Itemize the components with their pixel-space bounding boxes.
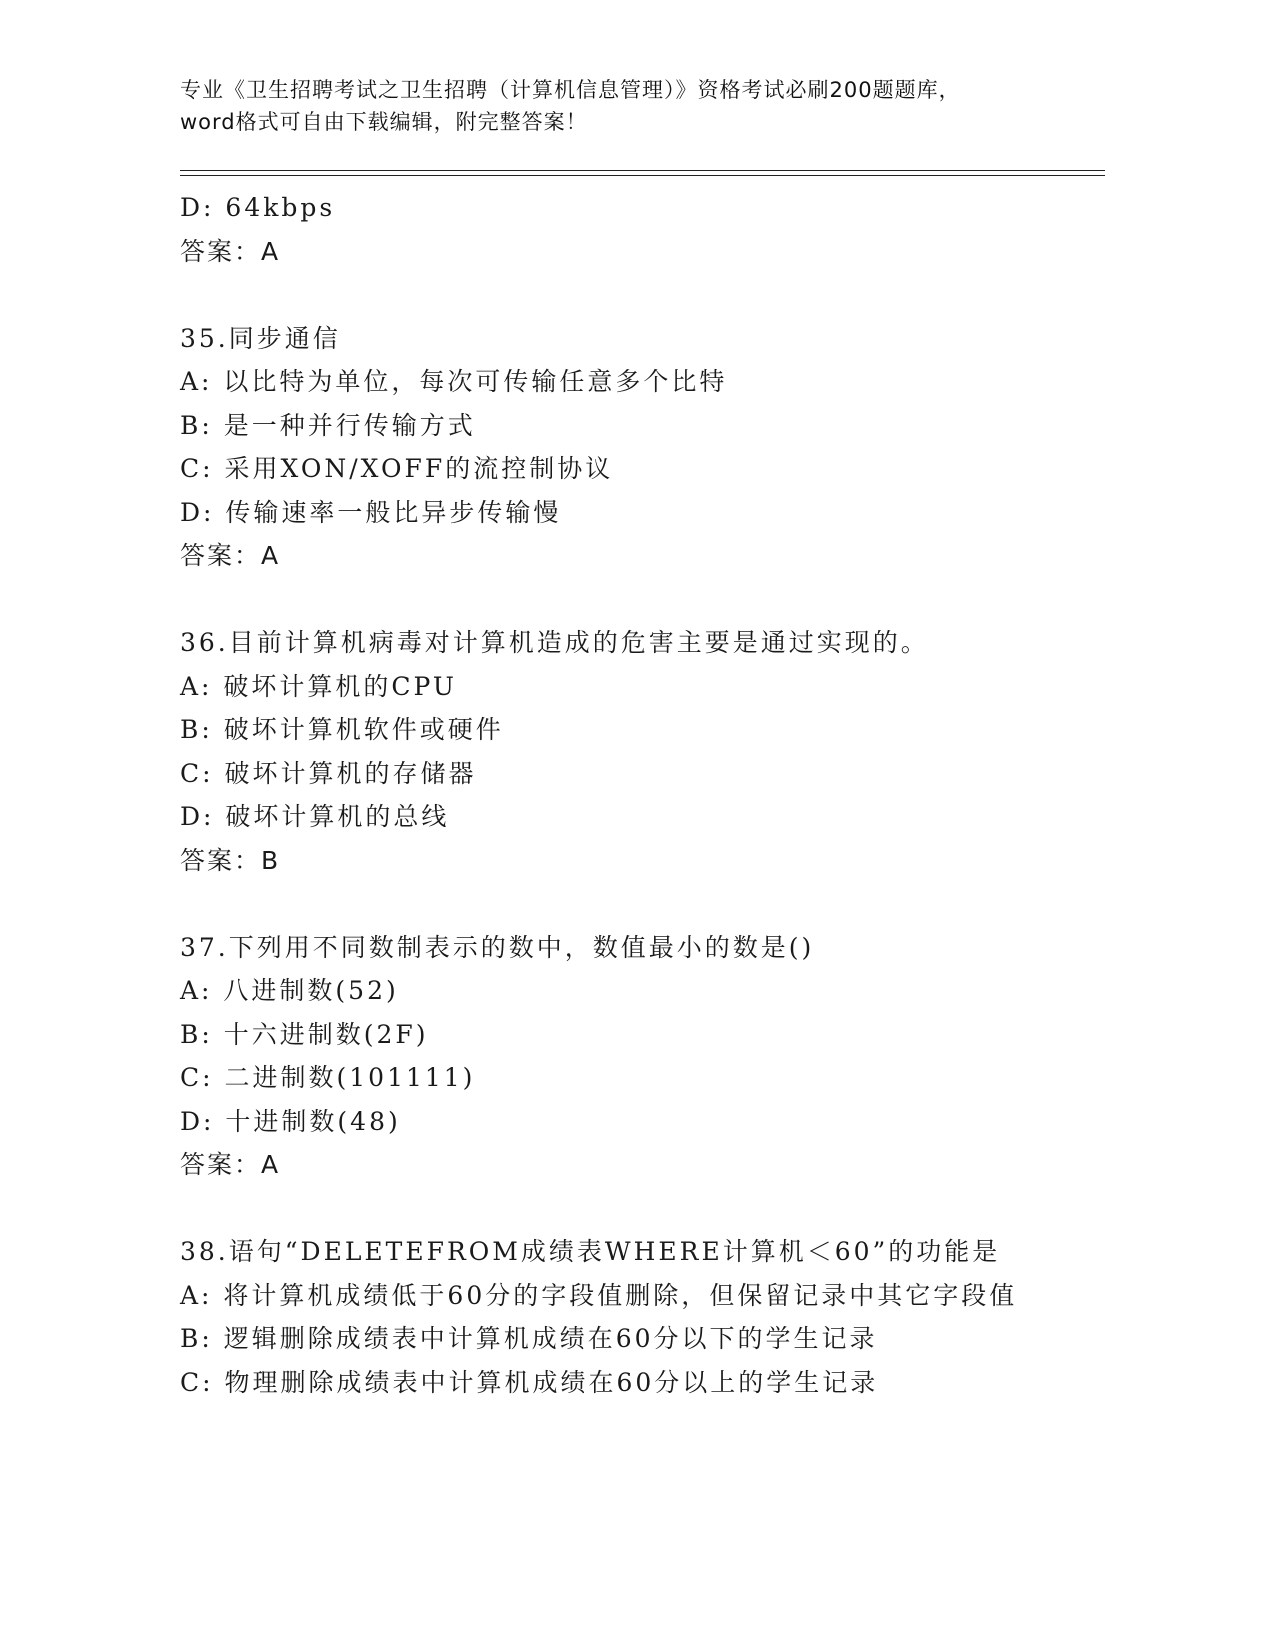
spacer bbox=[180, 1187, 1110, 1231]
answer: 答案：A bbox=[180, 236, 281, 266]
option-c: C: 采用XON/XOFF的流控制协议 bbox=[180, 454, 614, 483]
header-divider-top bbox=[180, 170, 1105, 171]
document-header bbox=[180, 74, 1080, 138]
option-d: D: 十进制数(48) bbox=[180, 1106, 401, 1136]
option-a: A: 破坏计算机的CPU bbox=[180, 671, 458, 701]
option-c: C: 二进制数(101111) bbox=[180, 1063, 476, 1092]
option-c: C: 破坏计算机的存储器 bbox=[180, 758, 477, 788]
answer: 答案：A bbox=[180, 541, 281, 570]
option-a: A: 将计算机成绩低于60分的字段值删除，但保留记录中其它字段值 bbox=[180, 1280, 1018, 1310]
option-c: C: 物理删除成绩表中计算机成绩在60分以上的学生记录 bbox=[180, 1367, 879, 1397]
question-stem: 36.目前计算机病毒对计算机造成的危害主要是通过实现的。 bbox=[180, 628, 929, 657]
option-d: D: 传输速率一般比异步传输慢 bbox=[180, 497, 562, 527]
header-title-line-1: 专业《卫生招聘考试之卫生招聘（计算机信息管理）》资格考试必刷200题题库， bbox=[180, 78, 961, 102]
spacer bbox=[180, 578, 1110, 622]
option-b: B: 十六进制数(2F) bbox=[180, 1019, 429, 1049]
question-stem: 37.下列用不同数制表示的数中，数值最小的数是() bbox=[180, 932, 815, 962]
spacer bbox=[180, 882, 1110, 926]
header-divider-bottom bbox=[180, 175, 1105, 176]
header-title-line-2: word格式可自由下载编辑，附完整答案！ bbox=[180, 110, 588, 134]
option-a: A: 以比特为单位，每次可传输任意多个比特 bbox=[180, 367, 728, 396]
option-d: D: 破坏计算机的总线 bbox=[180, 802, 450, 831]
option-a: A: 八进制数(52) bbox=[180, 976, 399, 1005]
option-b: B: 逻辑删除成绩表中计算机成绩在60分以下的学生记录 bbox=[180, 1324, 878, 1353]
question-stem: 35.同步通信 bbox=[180, 323, 341, 353]
option-b: B: 破坏计算机软件或硬件 bbox=[180, 715, 504, 744]
question-stem: 38.语句“DELETEFROM成绩表WHERE计算机＜60”的功能是 bbox=[180, 1237, 1001, 1266]
spacer bbox=[180, 273, 1110, 317]
option-d: D: 64kbps bbox=[180, 193, 336, 222]
option-b: B: 是一种并行传输方式 bbox=[180, 410, 476, 440]
answer: 答案：A bbox=[180, 1150, 281, 1179]
answer: 答案：B bbox=[180, 845, 281, 875]
question-list bbox=[180, 186, 1110, 1404]
